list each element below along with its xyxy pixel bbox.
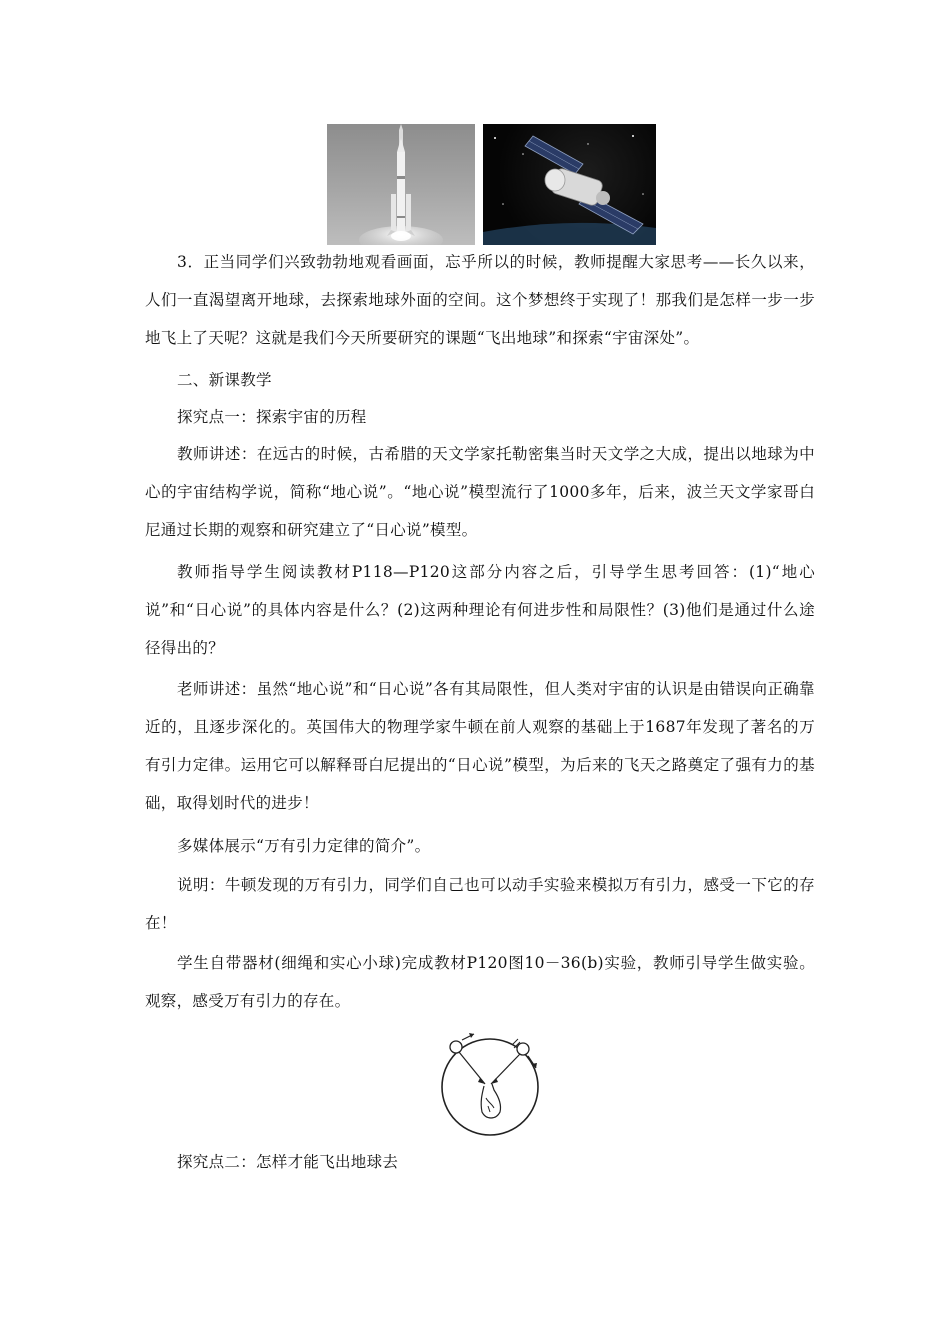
paragraph-intro: 3．正当同学们兴致勃勃地观看画面，忘乎所以的时候，教师提醒大家思考——长久以来，人们一直渴望离开地球，去探索地球外面的空间。这个梦想终于实现了！那我们是怎样一步一步地飞上了天呢？这就是我们今天所要研究的课题“飞出地球”和探索“宇宙深处”。	[145, 253, 815, 347]
subheading-point-two: 探究点二：怎样才能飞出地球去	[177, 1153, 399, 1171]
paragraph-newton: 老师讲述：虽然“地心说”和“日心说”各有其局限性，但人类对宇宙的认识是由错误向正确靠近的，且逐步深化的。英国伟大的物理学家牛顿在前人观察的基础上于1687年发现了著名的万有引力定律。运用它可以解释哥白尼提出的“日心说”模型，为后来的飞天之路奠定了强有力的基础，取得划时代的进步！	[145, 680, 815, 812]
orbit-diagram	[430, 1024, 550, 1144]
section-heading-new-lesson: 二、新课教学	[177, 371, 272, 389]
paragraph-teacher-narration: 教师讲述：在远古的时候，古希腊的天文学家托勒密集当时天文学之大成，提出以地球为中心的宇宙结构学说，简称“地心说”。“地心说”模型流行了1000多年，后来，波兰天文学家哥白尼通过长期的观察和研究建立了“日心说”模型。	[145, 445, 815, 539]
subheading-point-one: 探究点一：探索宇宙的历程	[177, 408, 367, 426]
photo-group	[327, 124, 657, 245]
rocket-photo	[327, 124, 475, 245]
spacecraft-photo	[483, 124, 656, 245]
paragraph-experiment: 学生自带器材(细绳和实心小球)完成教材P120图10－36(b)实验，教师引导学生做实验。观察，感受万有引力的存在。	[145, 954, 815, 1010]
paragraph-multimedia: 多媒体展示“万有引力定律的简介”。	[177, 837, 431, 855]
paragraph-reading-guidance: 教师指导学生阅读教材P118—P120这部分内容之后，引导学生思考回答：(1)“地心说”和“日心说”的具体内容是什么？(2)这两种理论有何进步性和局限性？(3)他们是通过什么途径得出的？	[145, 563, 815, 657]
paragraph-explanation: 说明：牛顿发现的万有引力，同学们自己也可以动手实验来模拟万有引力，感受一下它的存在！	[145, 876, 815, 932]
